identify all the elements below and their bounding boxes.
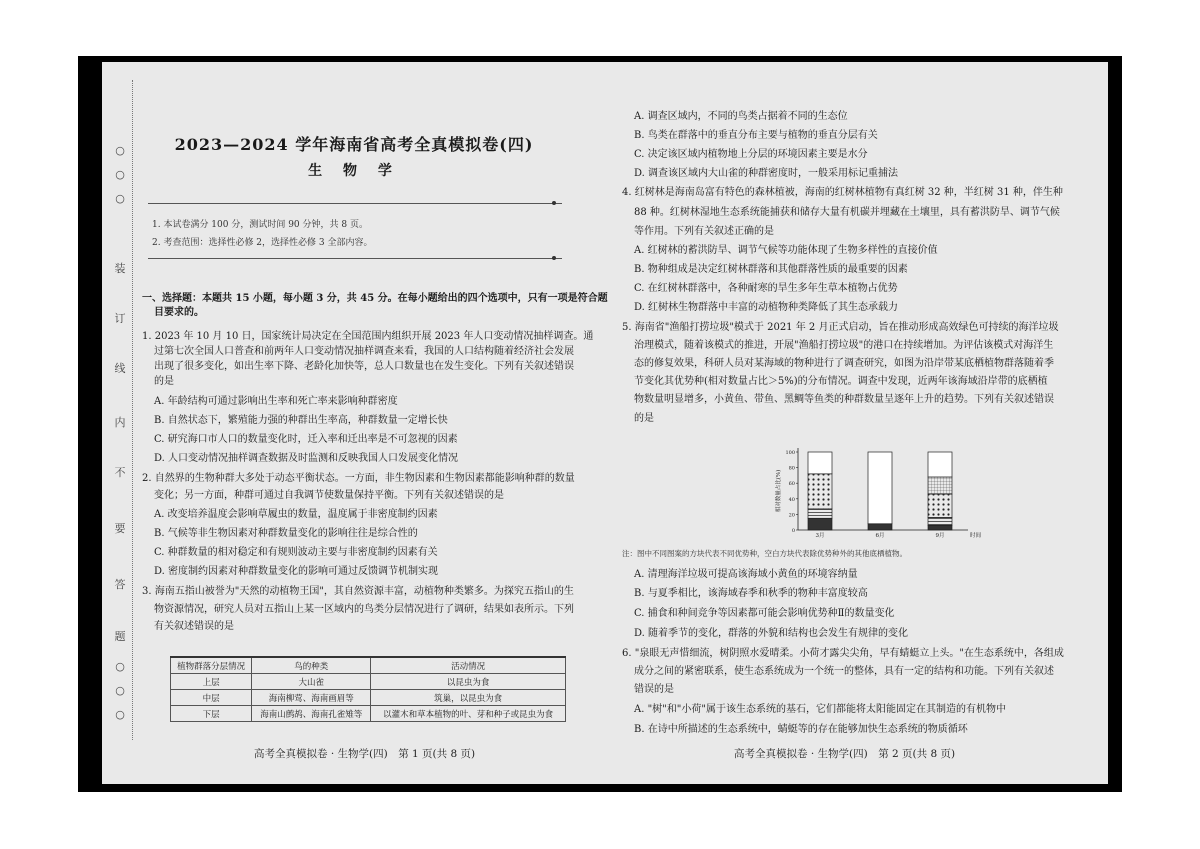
- binding-char: 装: [114, 262, 126, 275]
- binding-hole: ○: [115, 168, 125, 181]
- binding-hole: ○: [115, 684, 125, 697]
- q6-line: 错误的是: [634, 684, 674, 695]
- bar-segment: [928, 518, 952, 526]
- table-cell: 以昆虫为食: [371, 674, 566, 690]
- page-2-footer: 高考全真模拟卷 · 生物学(四) 第 2 页(共 8 页): [734, 748, 956, 760]
- q1-line: 过第七次全国人口普查和前两年人口变动情况抽样调查来看，我国的人口结构随着经济社会发展: [154, 346, 574, 357]
- x-tick-label: 3月: [815, 533, 825, 539]
- q3-option-c: C. 决定该区域内植物地上分层的环境因素主要是水分: [634, 149, 868, 160]
- q2-option-c: C. 种群数量的相对稳定和有规则波动主要与非密度制约因素有关: [154, 547, 438, 558]
- q2-option-b: B. 气候等非生物因素对种群数量变化的影响往往是综合性的: [154, 528, 418, 539]
- q1-option-a: A. 年龄结构可通过影响出生率和死亡率来影响种群密度: [154, 396, 398, 407]
- bird-layer-table: [170, 656, 566, 722]
- page-1-footer: 高考全真模拟卷 · 生物学(四) 第 1 页(共 8 页): [254, 748, 476, 760]
- table-cell: 以灌木和草本植物的叶、芽和种子或昆虫为食: [371, 706, 566, 722]
- bar-segment: [808, 518, 832, 530]
- binding-char: 答: [114, 578, 126, 591]
- table-row: [171, 706, 566, 722]
- exam-subject: 生 物 学: [308, 163, 400, 179]
- table-row: [171, 674, 566, 690]
- q6-option-b: B. 在诗中所描述的生态系统中，蜻蜓等的存在能够加快生态系统的物质循环: [634, 724, 968, 735]
- y-axis-label: 相对数量占比(%): [776, 469, 782, 513]
- q2-option-d: D. 密度制约因素对种群数量变化的影响可通过反馈调节机制实现: [154, 566, 439, 577]
- note-1: 1. 本试卷满分 100 分，测试时间 90 分钟，共 8 页。: [152, 220, 368, 230]
- q5-line: 节变化其优势种(相对数量占比＞5%)的分布情况。调查中发现，近两年该海域沿岸带的底栖植: [634, 376, 1048, 387]
- binding-line: [132, 80, 133, 740]
- section-heading: 一、选择题：本题共 15 小题，每小题 3 分，共 45 分。在每小题给出的四个选项中，只有一项是符合题: [142, 293, 608, 304]
- bar-segment: [928, 525, 952, 530]
- binding-char: 不: [114, 466, 126, 479]
- binding-hole: ○: [115, 708, 125, 721]
- q6-option-a: A. "树"和"小荷"属于该生态系统的基石，它们都能将太阳能固定在其制造的有机物中: [634, 704, 1006, 715]
- binding-margin: [108, 80, 132, 740]
- x-axis-label: 时间: [970, 533, 982, 539]
- bar-segment: [928, 494, 952, 517]
- q5-line: 治理模式，随着该模式的推进，开展"渔船打捞垃圾"的港口在持续增加。为评估该模式对海洋生: [634, 340, 1054, 351]
- x-tick-label: 6月: [875, 533, 885, 539]
- table-cell: 上层: [171, 674, 252, 690]
- q1-option-b: B. 自然状态下，繁殖能力强的种群出生率高，种群数量一定增长快: [154, 415, 448, 426]
- table-cell: 筑巢，以昆虫为食: [371, 690, 566, 706]
- q1-line: 1. 2023 年 10 月 10 日，国家统计局决定在全国范围内组织开展 2023 年人口变动情况抽样调查。通: [142, 331, 594, 342]
- table-cell: 海南山鹧鸪、海南孔雀雉等: [252, 706, 371, 722]
- q5-line: 5. 海南省"渔船打捞垃圾"模式于 2021 年 2 月正式启动，旨在推动形成高效绿色可持续的海洋垃圾: [622, 322, 1059, 333]
- q4-option-c: C. 在红树林群落中，各种耐寒的旱生多年生草本植物占优势: [634, 283, 898, 294]
- q4-line: 88 种。红树林湿地生态系统能捕获和储存大量有机碳并埋藏在土壤里，具有蓄洪防旱、调节气候: [634, 207, 1060, 218]
- bar-segment: [868, 452, 892, 524]
- q1-option-c: C. 研究海口市人口的数量变化时，迁入率和迁出率是不可忽视的因素: [154, 434, 458, 445]
- rule-dot: [552, 201, 556, 205]
- species-bar-chart: [766, 442, 982, 542]
- table-cell: 大山雀: [252, 674, 371, 690]
- q1-line: 的是: [154, 376, 174, 387]
- rule-dot: [552, 256, 556, 260]
- table-header-cell: 植物群落分层情况: [171, 657, 252, 674]
- q2-line: 2. 自然界的生物种群大多处于动态平衡状态。一方面，非生物因素和生物因素都能影响种群的数量: [142, 473, 575, 484]
- q4-option-d: D. 红树林生物群落中丰富的动植物种类降低了其生态承载力: [634, 302, 899, 313]
- note-2: 2. 考查范围：选择性必修 2，选择性必修 3 全部内容。: [152, 238, 373, 248]
- q1-line: 出现了很多变化，如出生率下降、老龄化加快等，总人口数量也在发生变化。下列有关叙述错误: [154, 361, 574, 372]
- q5-option-c: C. 捕食和种间竞争等因素都可能会影响优势种Ⅱ的数量变化: [634, 608, 895, 619]
- table-cell: 下层: [171, 706, 252, 722]
- binding-hole: ○: [115, 192, 125, 205]
- notes-top-rule: [148, 203, 562, 204]
- binding-char: 内: [114, 416, 126, 429]
- q4-option-a: A. 红树林的蓄洪防旱、调节气候等功能体现了生物多样性的直接价值: [634, 245, 938, 256]
- q5-line: 态的修复效果，科研人员对某海域的物种进行了调查研究，如图为沿岸带某底栖植物群落随着季: [634, 358, 1054, 369]
- q5-option-d: D. 随着季节的变化，群落的外貌和结构也会发生有规律的变化: [634, 628, 909, 639]
- bar-segment: [808, 509, 832, 518]
- q4-line: 等作用。下列有关叙述正确的是: [634, 226, 774, 237]
- q3-line: 有关叙述错误的是: [154, 621, 234, 632]
- q4-option-b: B. 物种组成是决定红树林群落和其他群落性质的最重要的因素: [634, 264, 908, 275]
- binding-char: 线: [114, 362, 126, 375]
- table-row: [171, 690, 566, 706]
- page-1: [134, 62, 608, 784]
- q3-option-a: A. 调查区域内，不同的鸟类占据着不同的生态位: [634, 111, 848, 122]
- q5-option-b: B. 与夏季相比，该海域春季和秋季的物种丰富度较高: [634, 588, 868, 599]
- binding-char: 题: [114, 630, 126, 643]
- q6-line: 成分之间的紧密联系，使生态系统成为一个统一的整体，具有一定的结构和功能。下列有关叙述: [634, 666, 1054, 677]
- bar-segment: [808, 452, 832, 474]
- binding-hole: ○: [115, 144, 125, 157]
- page-2: [614, 62, 1080, 784]
- bar-segment: [928, 452, 952, 477]
- table-header-row: [171, 657, 566, 674]
- binding-char: 订: [114, 312, 126, 325]
- y-tick-label: 20: [788, 512, 795, 519]
- y-tick-label: 0: [791, 528, 795, 534]
- y-tick-label: 100: [785, 450, 795, 456]
- chart-note: 注：图中不同图案的方块代表不同优势种，空白方块代表除优势种外的其他底栖植物。: [622, 549, 907, 558]
- x-tick-label: 9月: [935, 533, 945, 539]
- y-tick-label: 80: [788, 465, 795, 472]
- q3-line: 3. 海南五指山被誉为"天然的动植物王国"，其自然资源丰富，动植物种类繁多。为探究五指山的生: [142, 586, 574, 597]
- bar-segment: [808, 474, 832, 509]
- q2-line: 变化；另一方面，种群可通过自我调节使数量保持平衡。下列有关叙述错误的是: [154, 490, 504, 501]
- table-cell: 海南柳莺、海南画眉等: [252, 690, 371, 706]
- y-tick-label: 40: [788, 496, 795, 503]
- notes-bottom-rule: [148, 258, 562, 259]
- y-tick-label: 60: [788, 481, 795, 488]
- q5-option-a: A. 清理海洋垃圾可提高该海域小黄鱼的环境容纳量: [634, 569, 858, 580]
- section-heading-cont: 目要求的。: [154, 307, 204, 318]
- q6-line: 6. "泉眼无声惜细流，树阴照水爱晴柔。小荷才露尖尖角，早有蜻蜓立上头。"在生态系统中，各组成: [622, 648, 1064, 659]
- table-header-cell: 活动情况: [371, 657, 566, 674]
- q3-option-b: B. 鸟类在群落中的垂直分布主要与植物的垂直分层有关: [634, 130, 878, 141]
- table-cell: 中层: [171, 690, 252, 706]
- q5-line: 的是: [634, 413, 654, 424]
- bar-segment: [928, 477, 952, 494]
- binding-char: 要: [114, 522, 126, 535]
- q3-option-d: D. 调查该区域内大山雀的种群密度时，一般采用标记重捕法: [634, 168, 899, 179]
- bar-segment: [868, 524, 892, 530]
- q3-line: 物资源情况，研究人员对五指山上某一区域内的鸟类分层情况进行了调研，结果如表所示。下列: [154, 604, 574, 615]
- q5-line: 物数量明显增多，小黄鱼、带鱼、黑鲷等鱼类的种群数量呈逐年上升的趋势。下列有关叙述错误: [634, 394, 1054, 405]
- binding-hole: ○: [115, 660, 125, 673]
- q1-option-d: D. 人口变动情况抽样调查数据及时监测和反映我国人口发展变化情况: [154, 453, 459, 464]
- exam-title: 2023—2024 学年海南省高考全真模拟卷(四): [174, 135, 534, 154]
- table-header-cell: 鸟的种类: [252, 657, 371, 674]
- q4-line: 4. 红树林是海南岛富有特色的森林植被，海南的红树林植物有真红树 32 种，半红树 31 种，伴生种: [622, 187, 1063, 198]
- q2-option-a: A. 改变培养温度会影响草履虫的数量，温度属于非密度制约因素: [154, 509, 438, 520]
